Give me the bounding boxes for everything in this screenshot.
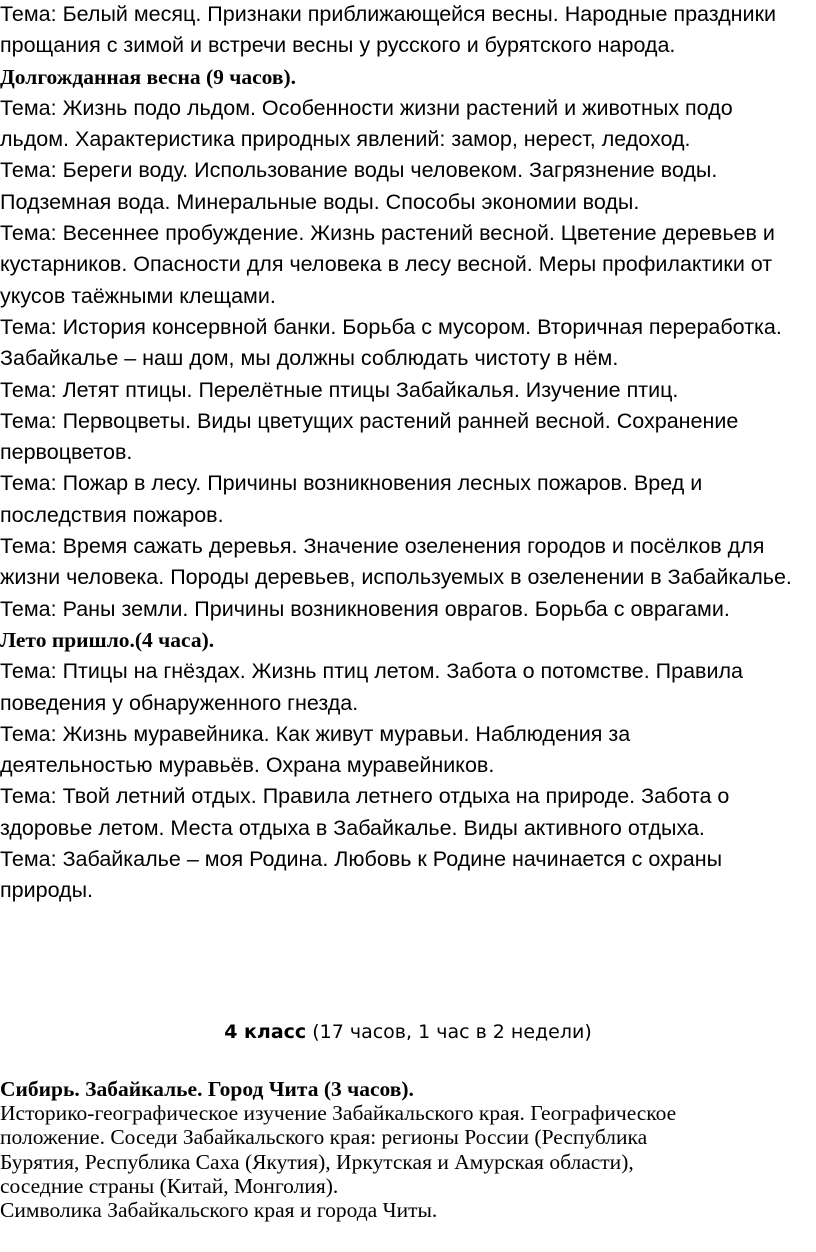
- text-line: Тема: Время сажать деревья. Значение озеленения городов и посёлков для: [0, 534, 765, 559]
- text-line: положение. Соседи Забайкальского края: регионы России (Республика: [0, 1125, 648, 1150]
- text-line: льдом. Характеристика природных явлений: замор, нерест, ледоход.: [0, 127, 691, 152]
- grade-heading: [0, 1018, 816, 1046]
- text-line: укусов таёжными клещами.: [0, 283, 276, 308]
- text-line: Историко-географическое изучение Забайкальского края. Географическое: [0, 1101, 677, 1126]
- section-heading-summer: Лето пришло.(4 часа).: [0, 627, 215, 652]
- grade-title: 4 класс: [224, 1021, 307, 1043]
- text-line: Тема: Белый месяц. Признаки приближающейся весны. Народные праздники: [0, 2, 776, 26]
- text-line: Забайкалье – наш дом, мы должны соблюдать чистоту в нём.: [0, 346, 619, 371]
- text-line: Тема: История консервной банки. Борьба с мусором. Вторичная переработка.: [0, 314, 782, 339]
- text-line: Символика Забайкальского края и города Читы.: [0, 1198, 438, 1223]
- text-line: Тема: Весеннее пробуждение. Жизнь растений весной. Цветение деревьев и: [0, 221, 775, 246]
- grade-details: (17 часов, 1 час в 2 недели): [306, 1021, 592, 1043]
- text-line: поведения у обнаруженного гнезда.: [0, 690, 359, 715]
- text-line: прощания с зимой и встречи весны у русского и бурятского народа.: [0, 33, 676, 58]
- text-line: жизни человека. Породы деревьев, используемых в озеленении в Забайкалье.: [0, 565, 792, 590]
- text-line: Тема: Раны земли. Причины возникновения оврагов. Борьба с оврагами.: [0, 596, 730, 621]
- text-line: Тема: Пожар в лесу. Причины возникновения лесных пожаров. Вред и: [0, 471, 703, 496]
- text-line: Тема: Береги воду. Использование воды человеком. Загрязнение воды.: [0, 158, 718, 183]
- text-line: соседние страны (Китай, Монголия).: [0, 1173, 339, 1198]
- text-line: Тема: Первоцветы. Виды цветущих растений ранней весной. Сохранение: [0, 408, 739, 433]
- text-line: Тема: Летят птицы. Перелётные птицы Забайкалья. Изучение птиц.: [0, 377, 679, 402]
- text-line: Тема: Жизнь муравейника. Как живут муравьи. Наблюдения за: [0, 721, 631, 746]
- text-line: деятельностью муравьёв. Охрана муравейников.: [0, 753, 495, 778]
- text-line: Тема: Жизнь подо льдом. Особенности жизни растений и животных подо: [0, 95, 733, 120]
- section-heading-siberia: Сибирь. Забайкалье. Город Чита (3 часов).: [0, 1077, 414, 1101]
- text-line: Подземная вода. Минеральные воды. Способы экономии воды.: [0, 189, 640, 214]
- section-heading-long-awaited-spring: Долгожданная весна (9 часов).: [0, 64, 297, 89]
- text-line: Бурятия, Республика Саха (Якутия), Иркутская и Амурская области),: [0, 1149, 634, 1174]
- text-line: Тема: Птицы на гнёздах. Жизнь птиц летом. Забота о потомстве. Правила: [0, 659, 743, 684]
- text-line: здоровье летом. Места отдыха в Забайкалье. Виды активного отдыха.: [0, 815, 705, 840]
- text-line: Тема: Забайкалье – моя Родина. Любовь к Родине начинается с охраны: [0, 847, 723, 872]
- text-line: первоцветов.: [0, 440, 133, 465]
- siberia-text-block: [0, 1077, 816, 1222]
- text-line: Тема: Твой летний отдых. Правила летнего отдыха на природе. Забота о: [0, 784, 730, 809]
- text-line: кустарников. Опасности для человека в лесу весной. Меры профилактики от: [0, 252, 773, 277]
- text-line: природы.: [0, 878, 94, 903]
- text-line: последствия пожаров.: [0, 502, 224, 527]
